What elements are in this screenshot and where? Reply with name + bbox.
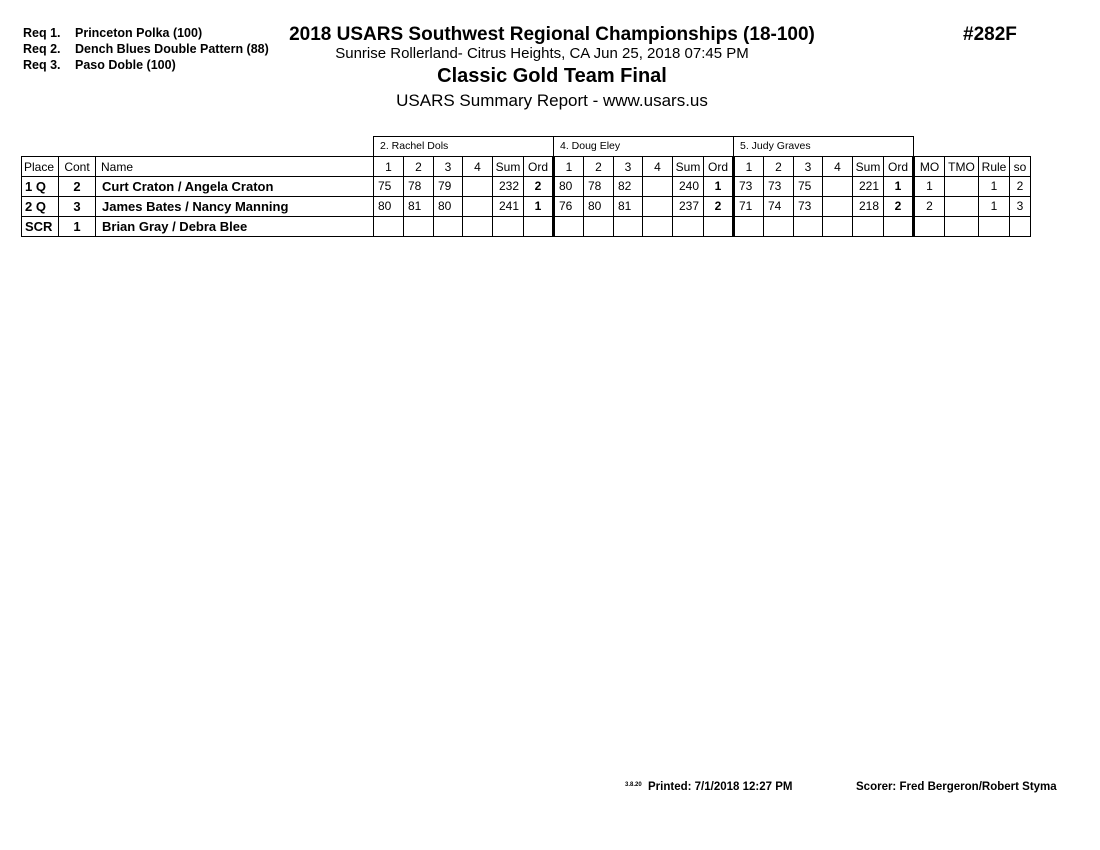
col-ord: Ord xyxy=(884,157,914,177)
score-cell xyxy=(823,197,853,217)
score-cell xyxy=(764,217,794,237)
col-score-1: 1 xyxy=(374,157,404,177)
judge-header: 2. Rachel Dols xyxy=(374,137,554,157)
col-score-4: 4 xyxy=(643,157,673,177)
col-ord: Ord xyxy=(524,157,554,177)
score-cell xyxy=(404,217,434,237)
mo-cell xyxy=(914,217,945,237)
team-name: James Bates / Nancy Manning xyxy=(96,197,374,217)
so-cell: 3 xyxy=(1010,197,1031,217)
sum-cell: 221 xyxy=(853,177,884,197)
score-cell: 78 xyxy=(584,177,614,197)
contestant-number: 1 xyxy=(59,217,96,237)
score-cell xyxy=(614,217,643,237)
score-cell xyxy=(584,217,614,237)
col-score-3: 3 xyxy=(434,157,463,177)
col-score-1: 1 xyxy=(554,157,584,177)
col-tmo: TMO xyxy=(945,157,979,177)
score-cell: 81 xyxy=(404,197,434,217)
event-number: #282F xyxy=(963,24,1017,45)
judge-header: 4. Doug Eley xyxy=(554,137,734,157)
event-name: Classic Gold Team Final xyxy=(437,65,667,87)
rule-cell: 1 xyxy=(979,177,1010,197)
requirement-label: Req 1. xyxy=(23,26,61,40)
team-name: Curt Craton / Angela Craton xyxy=(96,177,374,197)
ordinal-cell: 2 xyxy=(524,177,554,197)
ordinal-cell xyxy=(884,217,914,237)
score-cell: 79 xyxy=(434,177,463,197)
col-sum: Sum xyxy=(493,157,524,177)
table-row xyxy=(22,217,1031,237)
sum-cell: 237 xyxy=(673,197,704,217)
sum-cell xyxy=(493,217,524,237)
requirement-3 xyxy=(23,57,269,73)
ordinal-cell xyxy=(704,217,734,237)
score-cell xyxy=(374,217,404,237)
col-so: so xyxy=(1010,157,1031,177)
score-cell: 73 xyxy=(764,177,794,197)
score-cell xyxy=(794,217,823,237)
ordinal-cell: 2 xyxy=(884,197,914,217)
score-cell: 75 xyxy=(374,177,404,197)
col-place: Place xyxy=(22,157,59,177)
score-cell xyxy=(823,177,853,197)
score-cell: 78 xyxy=(404,177,434,197)
contestant-number: 2 xyxy=(59,177,96,197)
tmo-cell xyxy=(945,177,979,197)
sum-cell: 232 xyxy=(493,177,524,197)
sum-cell: 241 xyxy=(493,197,524,217)
scorer-credit: Scorer: Fred Bergeron/Robert Styma xyxy=(856,781,1057,793)
so-cell: 2 xyxy=(1010,177,1031,197)
col-score-2: 2 xyxy=(404,157,434,177)
col-cont: Cont xyxy=(59,157,96,177)
col-score-2: 2 xyxy=(584,157,614,177)
place-cell: 2 Q xyxy=(22,197,59,217)
team-name: Brian Gray / Debra Blee xyxy=(96,217,374,237)
score-cell: 71 xyxy=(734,197,764,217)
printed-timestamp: Printed: 7/1/2018 12:27 PM xyxy=(648,781,793,793)
column-header-row xyxy=(22,157,1031,177)
sum-cell: 218 xyxy=(853,197,884,217)
sum-cell: 240 xyxy=(673,177,704,197)
score-cell xyxy=(554,217,584,237)
table-row xyxy=(22,177,1031,197)
col-name: Name xyxy=(96,157,374,177)
score-cell: 73 xyxy=(734,177,764,197)
requirements-list xyxy=(23,25,269,73)
score-cell xyxy=(734,217,764,237)
ordinal-cell: 1 xyxy=(704,177,734,197)
score-cell xyxy=(823,217,853,237)
score-cell: 82 xyxy=(614,177,643,197)
score-cell: 76 xyxy=(554,197,584,217)
requirement-1 xyxy=(23,25,269,41)
score-cell: 73 xyxy=(794,197,823,217)
mo-cell: 1 xyxy=(914,177,945,197)
ordinal-cell: 2 xyxy=(704,197,734,217)
score-cell: 80 xyxy=(554,177,584,197)
rule-cell xyxy=(979,217,1010,237)
col-score-1: 1 xyxy=(734,157,764,177)
col-sum: Sum xyxy=(853,157,884,177)
requirement-label: Req 3. xyxy=(23,58,61,72)
place-cell: 1 Q xyxy=(22,177,59,197)
score-cell: 81 xyxy=(614,197,643,217)
venue-line: Sunrise Rollerland- Citrus Heights, CA Jun 25, 2018 07:45 PM xyxy=(335,45,749,62)
requirement-text: Princeton Polka (100) xyxy=(75,26,203,40)
score-cell xyxy=(643,217,673,237)
score-cell xyxy=(463,217,493,237)
rule-cell: 1 xyxy=(979,197,1010,217)
place-cell: SCR xyxy=(22,217,59,237)
sum-cell xyxy=(853,217,884,237)
report-title: USARS Summary Report - www.usars.us xyxy=(396,91,708,110)
ordinal-cell: 1 xyxy=(884,177,914,197)
ordinal-cell xyxy=(524,217,554,237)
col-rule: Rule xyxy=(979,157,1010,177)
col-sum: Sum xyxy=(673,157,704,177)
requirement-label: Req 2. xyxy=(23,42,61,56)
score-cell: 80 xyxy=(434,197,463,217)
results-table xyxy=(21,136,1031,237)
score-cell: 80 xyxy=(584,197,614,217)
score-cell: 74 xyxy=(764,197,794,217)
tmo-cell xyxy=(945,197,979,217)
so-cell xyxy=(1010,217,1031,237)
requirement-text: Dench Blues Double Pattern (88) xyxy=(75,42,269,56)
score-cell xyxy=(643,177,673,197)
col-score-3: 3 xyxy=(794,157,823,177)
score-cell xyxy=(434,217,463,237)
requirement-text: Paso Doble (100) xyxy=(75,58,176,72)
ordinal-cell: 1 xyxy=(524,197,554,217)
col-score-4: 4 xyxy=(463,157,493,177)
table-row xyxy=(22,197,1031,217)
score-cell xyxy=(643,197,673,217)
col-mo: MO xyxy=(914,157,945,177)
col-score-4: 4 xyxy=(823,157,853,177)
score-cell xyxy=(463,197,493,217)
sum-cell xyxy=(673,217,704,237)
score-cell: 80 xyxy=(374,197,404,217)
software-version: 3.8.20 xyxy=(625,782,642,788)
col-score-3: 3 xyxy=(614,157,643,177)
score-cell xyxy=(463,177,493,197)
tmo-cell xyxy=(945,217,979,237)
contestant-number: 3 xyxy=(59,197,96,217)
score-cell: 75 xyxy=(794,177,823,197)
judges-row xyxy=(22,137,1031,157)
judge-header: 5. Judy Graves xyxy=(734,137,914,157)
col-score-2: 2 xyxy=(764,157,794,177)
requirement-2 xyxy=(23,41,269,57)
col-ord: Ord xyxy=(704,157,734,177)
championship-title: 2018 USARS Southwest Regional Championships (18-100) xyxy=(289,24,815,45)
mo-cell: 2 xyxy=(914,197,945,217)
